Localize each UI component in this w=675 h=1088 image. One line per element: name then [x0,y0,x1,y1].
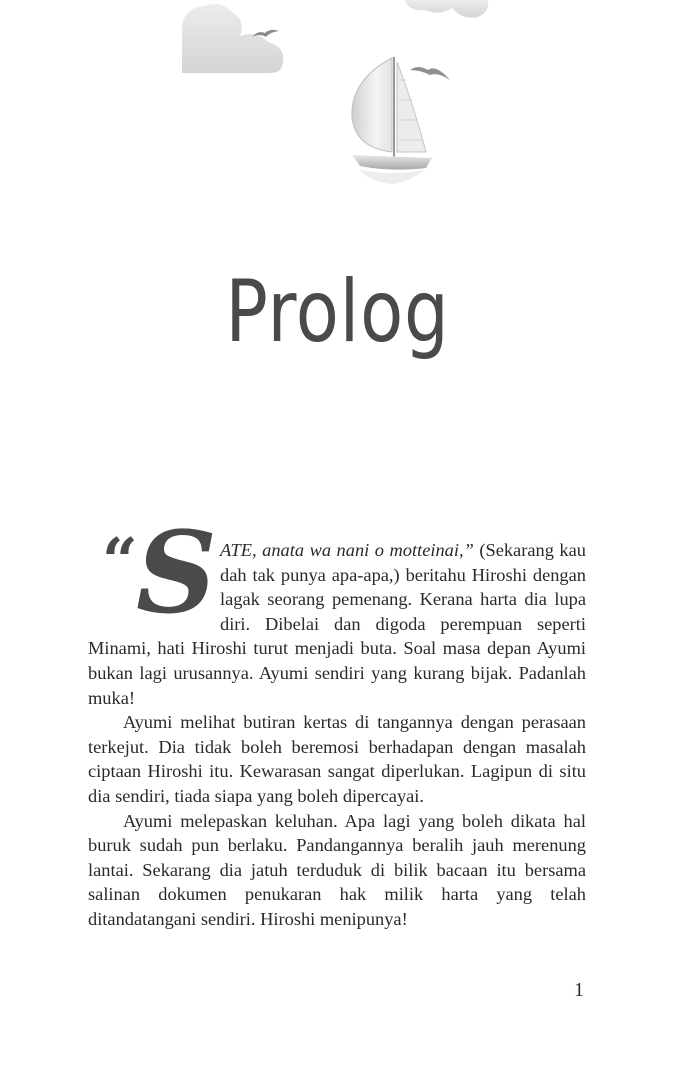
drop-cap-quote-mark: “ [102,524,138,597]
paragraph-italic-lead: ATE, anata wa nani o motteinai,” [220,540,474,560]
cloud-icon [182,4,283,73]
page-number: 1 [574,979,584,1001]
prologue-body [88,508,586,932]
paragraph: Ayumi melepaskan keluhan. Apa lagi yang boleh dikata hal buruk sudah pun berlaku. Pandangannya beralih jauh merenung lantai. Sekarang dia jatuh terduduk di bilik bacaan itu bersama salinan dokumen penukaran hak milik harta yang telah ditandatangani sendiri. Hiroshi menipunya! [88,810,586,929]
sailboat-icon [352,57,432,184]
drop-cap [88,508,220,639]
paragraph-text: (Sekarang kau dah tak punya apa-apa,) beritahu Hiroshi dengan lagak seorang pemenang. Kerana harta dia lupa diri. Dibelai dan digoda perempuan seperti Minami, hati Hiroshi turut menjadi buta. Soal masa depan Ayumi bukan lagi urusannya. Ayumi sendiri yang kurang bijak. Padanlah muka! [88,540,586,708]
cloud-icon [404,0,488,18]
seagull-icon [410,67,450,80]
paragraph: Ayumi melihat butiran kertas di tangannya dengan perasaan terkejut. Dia tidak boleh beremosi berhadapan dengan masalah ciptaan Hiroshi itu. Kewarasan sangat diperlukan. Lagipun di situ dia sendiri, tiada siapa yang boleh dipercayai. [88,712,586,806]
drop-cap-letter: S [136,508,217,639]
header-illustration [0,0,675,200]
chapter-title: Prolog [225,262,450,362]
